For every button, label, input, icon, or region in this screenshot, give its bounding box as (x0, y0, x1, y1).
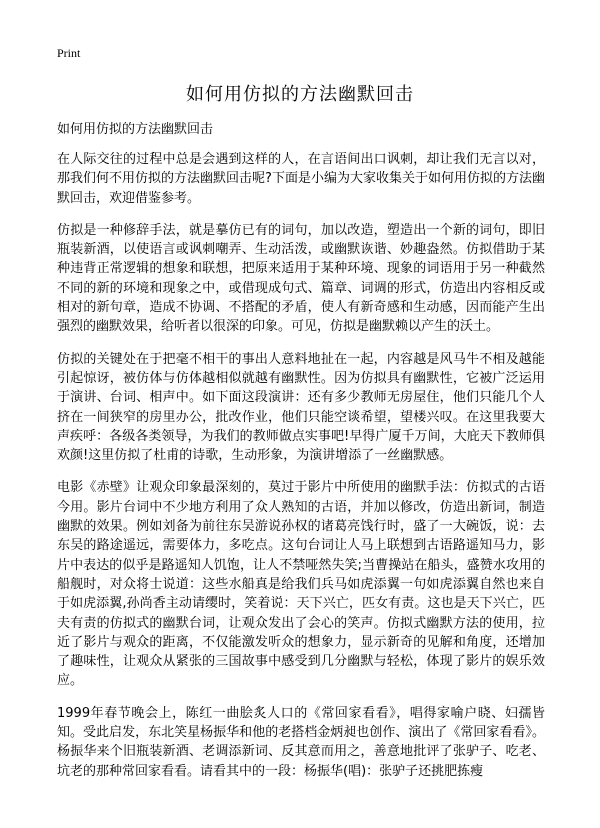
document-subtitle: 如何用仿拟的方法幽默回击 (57, 122, 214, 137)
document-title: 如何用仿拟的方法幽默回击 (186, 84, 414, 105)
body-paragraph-gala-example: 1999年春节晚会上，陈红一曲脍炙人口的《常回家看看》，唱得家喻户晓、妇孺皆知。受此启发，东北笑星杨振华和他的老搭档金炳昶也创作、演出了《常回家看看》。杨振华来个旧瓶装新酒、老调添新词、反其意而用之，善意地批评了张驴子、吃老、坑老的那种常回家看看。请看其中的一段：杨振华(唱)：张驴子还挑肥拣瘦 (57, 705, 545, 779)
document-body (57, 150, 545, 794)
body-paragraph-key-point: 仿拟的关键处在于把毫不相干的事出人意料地扯在一起，内容越是风马牛不相及越能引起惊讶，被仿体与仿体越相似就越有幽默性。因为仿拟具有幽默性，它被广泛运用于演讲、台词、相声中。如下面这段演讲：还有多少教师无房屋住，他们只能几个人挤在一间狭窄的房里办公，批改作业，他们只能空谈希望，望楼兴叹。在这里我要大声疾呼：各级各类领导，为我们的教师做点实事吧!早得广厦千万间，大庇天下教师俱欢颜!这里仿拟了杜甫的诗歌，生动形象，为演讲增添了一丝幽默感。 (57, 351, 545, 464)
body-paragraph-definition: 仿拟是一种修辞手法，就是摹仿已有的词句，加以改造，塑造出一个新的词句，即旧瓶装新酒，以使语言或讽刺嘲弄、生动活泼，或幽默诙谐、妙趣盎然。仿拟借助于某种违背正常逻辑的想象和联想，把原来适用于某种环境、现象的词语用于另一种截然不同的新的环境和现象之中，或借现成句式、篇章、词调的形式，仿造出内容相反或相对的新句章，造成不协调、不搭配的矛盾，使人有新奇感和生动感，因而能产生出强烈的幽默效果，给听者以很深的印象。可见，仿拟是幽默赖以产生的沃土。 (57, 222, 545, 335)
print-link[interactable]: Print (57, 46, 81, 60)
body-paragraph-intro: 在人际交往的过程中总是会遇到这样的人，在言语间出口讽刺，却让我们无言以对，那我们何不用仿拟的方法幽默回击呢?下面是小编为大家收集关于如何用仿拟的方法幽默回击，欢迎借鉴参考。 (57, 152, 545, 206)
body-paragraph-film-example: 电影《赤壁》让观众印象最深刻的，莫过于影片中所使用的幽默手法：仿拟式的古语今用。影片台词中不少地方利用了众人熟知的古语，并加以修改，仿造出新词，制造幽默的效果。例如刘备为前往东吴游说孙权的诸葛亮饯行时，盛了一大碗饭，说：去东吴的路途遥远，需要体力，多吃点。这句台词让人马上联想到古语路遥知马力，影片中表达的似乎是路遥知人饥饱，让人不禁哑然失笑;当曹操站在船头，盛赞水攻用的船舰时，对众将士说道：这些水船真是给我们兵马如虎添翼一句如虎添翼自然也来自于如虎添翼,孙尚香主动请缨时，笑着说：天下兴亡，匹女有责。这也是天下兴亡，匹夫有责的仿拟式的幽默台词，让观众发出了会心的笑声。仿拟式幽默方法的使用，拉近了影片与观众的距离，不仅能激发听众的想象力，显示新奇的见解和角度，还增加了趣味性，让观众从紧张的三国故事中感受到几分幽默与轻松，体现了影片的娱乐效应。 (57, 480, 545, 689)
